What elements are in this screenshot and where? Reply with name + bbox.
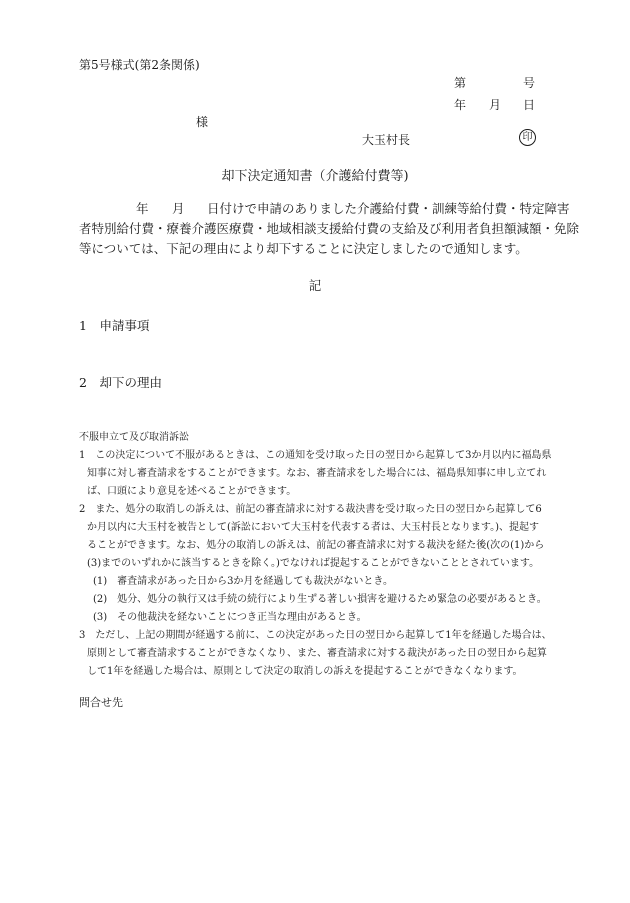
appeal-notice-heading: 不服申立て及び取消訴訟 — [79, 432, 189, 443]
notice-body — [79, 199, 580, 259]
appeal-notice — [79, 429, 552, 681]
appeal-line: 1 この決定について不服があるときは、この通知を受け取った日の翌日から起算して3か月以内に福島県 — [79, 450, 552, 461]
addressee: 様 — [196, 115, 209, 129]
inquiry-label: 問合せ先 — [79, 696, 123, 709]
appeal-subitem: (3) その他裁決を経ないことにつき正当な理由があるとき。 — [93, 612, 367, 623]
appeal-line: ば、口頭により意見を述べることができます。 — [87, 486, 297, 497]
body-line-1-text: 日付けで申請のありました介護給付費・訓練等給付費・特定障害 — [207, 201, 570, 216]
date-day-label: 日 — [523, 98, 536, 112]
date-year-label: 年 — [454, 98, 467, 112]
appeal-line: 知事に対し審査請求をすることができます。なお、審査請求をした場合には、福島県知事に申し立てれ — [87, 468, 547, 479]
appeal-line: して1年を経過した場合は、原則として決定の取消しの訴えを提起することができなくなります。 — [87, 666, 523, 677]
body-line-3: 等については、下記の理由により却下することに決定しましたので通知します。 — [79, 241, 528, 256]
appeal-line: ることができます。なお、処分の取消しの訴えは、前記の審査請求に対する裁決を経た後(次の(1)から — [87, 540, 545, 551]
body-line-2: 者特別給付費・療養介護医療費・地域相談支援給付費の支給及び利用者負担額減額・免除 — [79, 221, 580, 236]
body-line-1 — [79, 199, 570, 219]
issue-date — [454, 96, 544, 112]
seal-icon: 印 — [519, 129, 536, 146]
body-year-label: 年 — [136, 201, 149, 216]
rejection-reason-heading: 2 却下の理由 — [79, 375, 162, 390]
appeal-line: 3 ただし、上記の期間が経過する前に、この決定があった日の翌日から起算して1年を経過した場合は、 — [79, 630, 552, 641]
date-month-label: 月 — [489, 98, 502, 112]
sender-name: 大玉村長 — [362, 133, 411, 147]
appeal-line: 2 また、処分の取消しの訴えは、前記の審査請求に対する裁決書を受け取った日の翌日から起算して6 — [79, 504, 542, 515]
appeal-line: 原則として審査請求することができなくなり、また、審査請求に対する裁決があった日の翌日から起算 — [87, 648, 547, 659]
ki-heading: 記 — [308, 278, 322, 293]
document-number-suffix: 号 — [523, 76, 536, 90]
form-number: 第5号様式(第2条関係) — [79, 58, 200, 72]
application-item-heading: 1 申請事項 — [79, 318, 150, 333]
body-month-label: 月 — [172, 201, 185, 216]
appeal-subitem: (2) 処分、処分の執行又は手続の続行により生ずる著しい損害を避けるため緊急の必要があるとき。 — [93, 594, 547, 605]
appeal-line: か月以内に大玉村を被告として(訴訟において大玉村を代表する者は、大玉村長となります。)、提起す — [87, 522, 540, 533]
document-number-label: 第 — [454, 76, 467, 90]
document-title: 却下決定通知書（介護給付費等) — [221, 169, 409, 184]
appeal-line: (3)までのいずれかに該当するときを除く。)でなければ提起することができないこととされています。 — [87, 558, 540, 569]
appeal-subitem: (1) 審査請求があった日から3か月を経過しても裁決がないとき。 — [93, 576, 394, 587]
